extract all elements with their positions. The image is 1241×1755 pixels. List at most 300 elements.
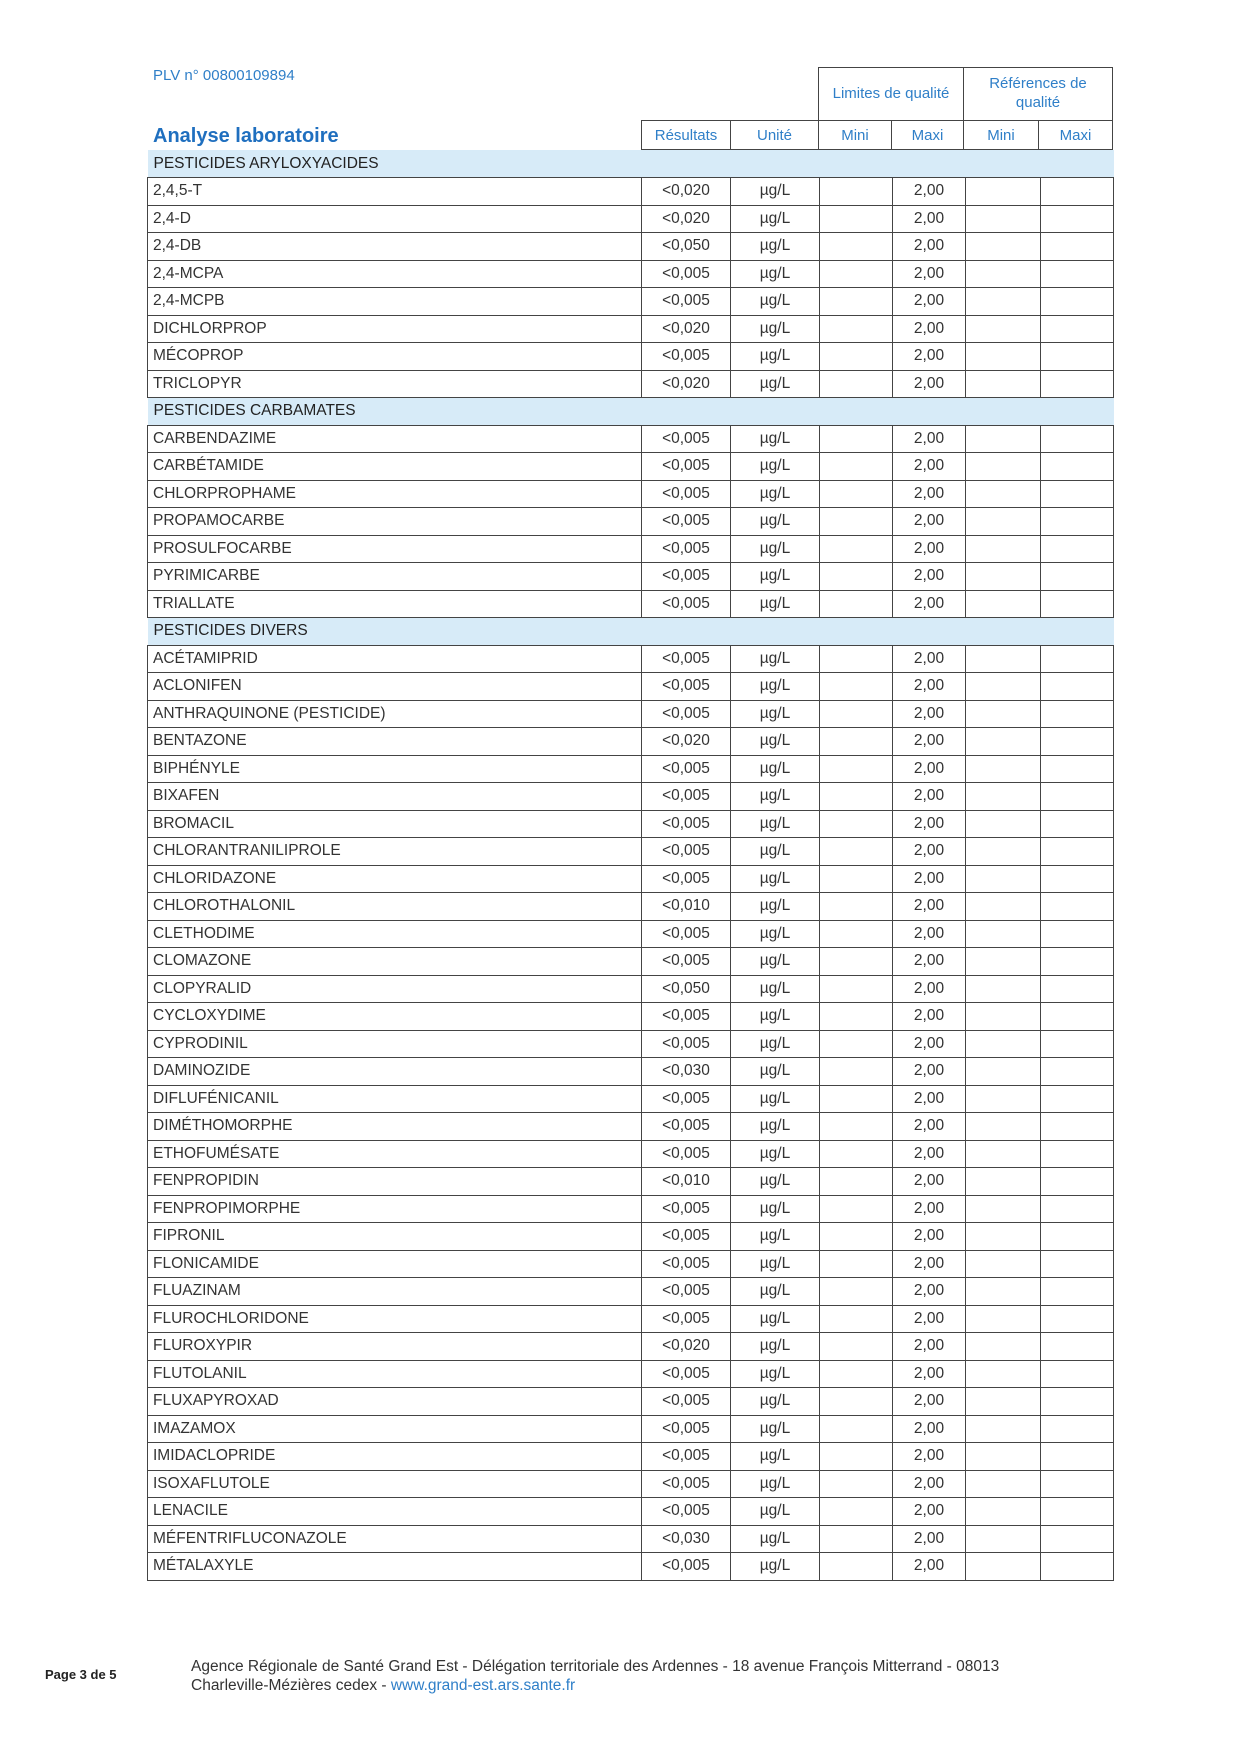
parameter-name: ACLONIFEN: [148, 673, 642, 701]
limit-maxi: 2,00: [893, 453, 966, 481]
limit-mini: [820, 783, 893, 811]
limit-maxi: 2,00: [893, 700, 966, 728]
table-row: [148, 480, 1114, 508]
parameter-name: MÉFENTRIFLUCONAZOLE: [148, 1525, 642, 1553]
limit-maxi: 2,00: [893, 1250, 966, 1278]
reference-mini: [966, 1003, 1041, 1031]
reference-mini: [966, 893, 1041, 921]
parameter-name: ACÉTAMIPRID: [148, 645, 642, 673]
unit: µg/L: [731, 343, 820, 371]
limit-mini: [820, 1415, 893, 1443]
limit-mini: [820, 1498, 893, 1526]
parameter-name: 2,4,5-T: [148, 178, 642, 206]
parameter-name: CYCLOXYDIME: [148, 1003, 642, 1031]
limit-maxi: 2,00: [893, 1388, 966, 1416]
result-value: <0,005: [642, 755, 731, 783]
reference-maxi: [1041, 508, 1114, 536]
result-value: <0,020: [642, 205, 731, 233]
reference-maxi: [1041, 1250, 1114, 1278]
result-value: <0,005: [642, 948, 731, 976]
table-row: [148, 975, 1114, 1003]
limit-mini: [820, 755, 893, 783]
result-value: <0,005: [642, 563, 731, 591]
reference-maxi: [1041, 893, 1114, 921]
parameter-name: CYPRODINIL: [148, 1030, 642, 1058]
unit: µg/L: [731, 288, 820, 316]
reference-maxi: [1041, 453, 1114, 481]
limit-maxi: 2,00: [893, 260, 966, 288]
reference-maxi: [1041, 975, 1114, 1003]
reference-mini: [966, 508, 1041, 536]
unit: µg/L: [731, 1030, 820, 1058]
limit-maxi: 2,00: [893, 1003, 966, 1031]
unit: µg/L: [731, 865, 820, 893]
result-value: <0,005: [642, 783, 731, 811]
footer-address: [191, 1657, 999, 1695]
parameter-name: FLUAZINAM: [148, 1278, 642, 1306]
result-value: <0,005: [642, 645, 731, 673]
unit: µg/L: [731, 315, 820, 343]
reference-mini: [966, 343, 1041, 371]
unit: µg/L: [731, 810, 820, 838]
table-row: [148, 1003, 1114, 1031]
limit-maxi: 2,00: [893, 948, 966, 976]
parameter-name: IMIDACLOPRIDE: [148, 1443, 642, 1471]
table-row: [148, 205, 1114, 233]
parameter-name: FLONICAMIDE: [148, 1250, 642, 1278]
reference-mini: [966, 1140, 1041, 1168]
footer-line-1: Agence Régionale de Santé Grand Est - Délégation territoriale des Ardennes - 18 avenue François Mitterrand - 08013: [191, 1658, 1000, 1675]
section-header: [148, 150, 1114, 178]
parameter-name: PYRIMICARBE: [148, 563, 642, 591]
unit: µg/L: [731, 1525, 820, 1553]
limit-mini: [820, 1223, 893, 1251]
limit-mini: [820, 645, 893, 673]
result-value: <0,005: [642, 1223, 731, 1251]
parameter-name: FLUROXYPIR: [148, 1333, 642, 1361]
limit-mini: [820, 343, 893, 371]
limit-mini: [820, 370, 893, 398]
limit-maxi: 2,00: [893, 590, 966, 618]
reference-maxi: [1041, 1003, 1114, 1031]
result-value: <0,005: [642, 508, 731, 536]
unit: µg/L: [731, 1058, 820, 1086]
unit: µg/L: [731, 1223, 820, 1251]
limit-mini: [820, 1333, 893, 1361]
unit: µg/L: [731, 1140, 820, 1168]
limit-mini: [820, 1443, 893, 1471]
col-references-maxi: Maxi: [1038, 120, 1113, 150]
unit: µg/L: [731, 178, 820, 206]
result-value: <0,020: [642, 315, 731, 343]
results-table: [147, 150, 1114, 1581]
unit: µg/L: [731, 1085, 820, 1113]
reference-mini: [966, 1085, 1041, 1113]
parameter-name: TRICLOPYR: [148, 370, 642, 398]
table-row: [148, 645, 1114, 673]
reference-maxi: [1041, 1443, 1114, 1471]
unit: µg/L: [731, 1278, 820, 1306]
table-row: [148, 1388, 1114, 1416]
reference-mini: [966, 453, 1041, 481]
unit: µg/L: [731, 1168, 820, 1196]
result-value: <0,050: [642, 975, 731, 1003]
reference-maxi: [1041, 425, 1114, 453]
reference-mini: [966, 260, 1041, 288]
reference-maxi: [1041, 178, 1114, 206]
reference-maxi: [1041, 1470, 1114, 1498]
reference-mini: [966, 233, 1041, 261]
limit-maxi: 2,00: [893, 865, 966, 893]
reference-mini: [966, 205, 1041, 233]
result-value: <0,005: [642, 343, 731, 371]
reference-maxi: [1041, 728, 1114, 756]
limit-mini: [820, 728, 893, 756]
unit: µg/L: [731, 893, 820, 921]
reference-mini: [966, 948, 1041, 976]
limit-mini: [820, 865, 893, 893]
result-value: <0,010: [642, 893, 731, 921]
result-value: <0,005: [642, 1360, 731, 1388]
limit-mini: [820, 1168, 893, 1196]
limit-maxi: 2,00: [893, 920, 966, 948]
reference-maxi: [1041, 1085, 1114, 1113]
table-row: [148, 288, 1114, 316]
unit: µg/L: [731, 1443, 820, 1471]
unit: µg/L: [731, 1003, 820, 1031]
limit-maxi: 2,00: [893, 315, 966, 343]
reference-maxi: [1041, 535, 1114, 563]
parameter-name: IMAZAMOX: [148, 1415, 642, 1443]
unit: µg/L: [731, 975, 820, 1003]
limit-maxi: 2,00: [893, 288, 966, 316]
reference-maxi: [1041, 1168, 1114, 1196]
section-title: PESTICIDES DIVERS: [148, 618, 1114, 646]
parameter-name: ETHOFUMÉSATE: [148, 1140, 642, 1168]
reference-mini: [966, 810, 1041, 838]
unit: µg/L: [731, 1360, 820, 1388]
result-value: <0,005: [642, 260, 731, 288]
reference-mini: [966, 838, 1041, 866]
limit-mini: [820, 838, 893, 866]
unit: µg/L: [731, 755, 820, 783]
unit: µg/L: [731, 1195, 820, 1223]
limit-mini: [820, 590, 893, 618]
table-row: [148, 178, 1114, 206]
table-row: [148, 233, 1114, 261]
section-header: [148, 618, 1114, 646]
table-row: [148, 728, 1114, 756]
limit-mini: [820, 178, 893, 206]
limit-maxi: 2,00: [893, 480, 966, 508]
result-value: <0,005: [642, 425, 731, 453]
table-row: [148, 1278, 1114, 1306]
reference-mini: [966, 865, 1041, 893]
parameter-name: ANTHRAQUINONE (PESTICIDE): [148, 700, 642, 728]
unit: µg/L: [731, 783, 820, 811]
table-row: [148, 783, 1114, 811]
reference-mini: [966, 370, 1041, 398]
parameter-name: BIPHÉNYLE: [148, 755, 642, 783]
limit-mini: [820, 563, 893, 591]
unit: µg/L: [731, 535, 820, 563]
table-row: [148, 810, 1114, 838]
table-row: [148, 508, 1114, 536]
page-title: Analyse laboratoire: [153, 125, 339, 147]
limit-mini: [820, 1195, 893, 1223]
table-row: [148, 1525, 1114, 1553]
result-value: <0,005: [642, 480, 731, 508]
result-value: <0,005: [642, 1498, 731, 1526]
table-row: [148, 865, 1114, 893]
reference-mini: [966, 1030, 1041, 1058]
parameter-name: PROPAMOCARBE: [148, 508, 642, 536]
reference-mini: [966, 1250, 1041, 1278]
parameter-name: CARBÉTAMIDE: [148, 453, 642, 481]
table-row: [148, 1195, 1114, 1223]
result-value: <0,005: [642, 1113, 731, 1141]
section-title: PESTICIDES ARYLOXYACIDES: [148, 150, 1114, 178]
parameter-name: 2,4-DB: [148, 233, 642, 261]
parameter-name: BROMACIL: [148, 810, 642, 838]
reference-mini: [966, 425, 1041, 453]
table-row: [148, 1223, 1114, 1251]
limit-maxi: 2,00: [893, 508, 966, 536]
unit: µg/L: [731, 1388, 820, 1416]
parameter-name: DIFLUFÉNICANIL: [148, 1085, 642, 1113]
col-references-mini: Mini: [963, 120, 1039, 150]
reference-mini: [966, 1525, 1041, 1553]
unit: µg/L: [731, 1498, 820, 1526]
reference-mini: [966, 1470, 1041, 1498]
result-value: <0,005: [642, 1140, 731, 1168]
limit-mini: [820, 288, 893, 316]
limit-maxi: 2,00: [893, 1168, 966, 1196]
table-row: [148, 700, 1114, 728]
limit-mini: [820, 1360, 893, 1388]
limit-maxi: 2,00: [893, 645, 966, 673]
result-value: <0,030: [642, 1058, 731, 1086]
reference-maxi: [1041, 1553, 1114, 1581]
reference-maxi: [1041, 1415, 1114, 1443]
unit: µg/L: [731, 453, 820, 481]
limit-maxi: 2,00: [893, 343, 966, 371]
limit-mini: [820, 920, 893, 948]
result-value: <0,005: [642, 1003, 731, 1031]
unit: µg/L: [731, 370, 820, 398]
reference-mini: [966, 480, 1041, 508]
result-value: <0,005: [642, 838, 731, 866]
table-row: [148, 920, 1114, 948]
reference-maxi: [1041, 645, 1114, 673]
col-limites-mini: Mini: [818, 120, 892, 150]
table-row: [148, 1140, 1114, 1168]
result-value: <0,005: [642, 1250, 731, 1278]
website-link[interactable]: www.grand-est.ars.sante.fr: [390, 1677, 576, 1694]
limit-maxi: 2,00: [893, 783, 966, 811]
reference-maxi: [1041, 1360, 1114, 1388]
limit-mini: [820, 673, 893, 701]
table-row: [148, 838, 1114, 866]
result-value: <0,005: [642, 1030, 731, 1058]
reference-maxi: [1041, 948, 1114, 976]
limit-maxi: 2,00: [893, 1553, 966, 1581]
table-row: [148, 673, 1114, 701]
table-row: [148, 1305, 1114, 1333]
reference-mini: [966, 1168, 1041, 1196]
limit-mini: [820, 1278, 893, 1306]
unit: µg/L: [731, 205, 820, 233]
unit: µg/L: [731, 920, 820, 948]
limit-mini: [820, 1305, 893, 1333]
reference-maxi: [1041, 260, 1114, 288]
parameter-name: 2,4-MCPB: [148, 288, 642, 316]
result-value: <0,005: [642, 1415, 731, 1443]
limit-mini: [820, 810, 893, 838]
result-value: <0,005: [642, 1388, 731, 1416]
reference-maxi: [1041, 920, 1114, 948]
limit-maxi: 2,00: [893, 1470, 966, 1498]
reference-mini: [966, 315, 1041, 343]
reference-maxi: [1041, 590, 1114, 618]
limit-mini: [820, 453, 893, 481]
parameter-name: DIMÉTHOMORPHE: [148, 1113, 642, 1141]
parameter-name: CLOMAZONE: [148, 948, 642, 976]
reference-mini: [966, 1498, 1041, 1526]
reference-maxi: [1041, 1113, 1114, 1141]
limit-mini: [820, 1250, 893, 1278]
reference-mini: [966, 673, 1041, 701]
plv-number: PLV n° 00800109894: [153, 67, 295, 84]
limit-maxi: 2,00: [893, 1195, 966, 1223]
unit: µg/L: [731, 838, 820, 866]
reference-mini: [966, 178, 1041, 206]
limit-maxi: 2,00: [893, 838, 966, 866]
limit-maxi: 2,00: [893, 975, 966, 1003]
table-row: [148, 893, 1114, 921]
result-value: <0,005: [642, 1553, 731, 1581]
limit-maxi: 2,00: [893, 178, 966, 206]
section-header: [148, 398, 1114, 426]
result-value: <0,005: [642, 920, 731, 948]
limit-maxi: 2,00: [893, 535, 966, 563]
table-row: [148, 563, 1114, 591]
table-row: [148, 1030, 1114, 1058]
unit: µg/L: [731, 233, 820, 261]
col-unite: Unité: [730, 120, 819, 150]
unit: µg/L: [731, 1250, 820, 1278]
table-row: [148, 1553, 1114, 1581]
parameter-name: CHLORPROPHAME: [148, 480, 642, 508]
limit-maxi: 2,00: [893, 1140, 966, 1168]
reference-maxi: [1041, 810, 1114, 838]
limit-maxi: 2,00: [893, 1085, 966, 1113]
col-resultats: Résultats: [641, 120, 731, 150]
result-value: <0,030: [642, 1525, 731, 1553]
reference-maxi: [1041, 233, 1114, 261]
reference-maxi: [1041, 1305, 1114, 1333]
col-limites-maxi: Maxi: [891, 120, 964, 150]
parameter-name: FENPROPIDIN: [148, 1168, 642, 1196]
reference-maxi: [1041, 1525, 1114, 1553]
parameter-name: BIXAFEN: [148, 783, 642, 811]
reference-mini: [966, 1553, 1041, 1581]
reference-maxi: [1041, 1498, 1114, 1526]
parameter-name: CLETHODIME: [148, 920, 642, 948]
result-value: <0,005: [642, 1278, 731, 1306]
limit-maxi: 2,00: [893, 1525, 966, 1553]
result-value: <0,005: [642, 1085, 731, 1113]
reference-mini: [966, 590, 1041, 618]
reference-mini: [966, 728, 1041, 756]
limit-mini: [820, 1140, 893, 1168]
table-row: [148, 1333, 1114, 1361]
reference-maxi: [1041, 288, 1114, 316]
unit: µg/L: [731, 728, 820, 756]
table-row: [148, 1113, 1114, 1141]
table-row: [148, 535, 1114, 563]
unit: µg/L: [731, 1470, 820, 1498]
reference-maxi: [1041, 700, 1114, 728]
unit: µg/L: [731, 1333, 820, 1361]
parameter-name: DAMINOZIDE: [148, 1058, 642, 1086]
result-value: <0,020: [642, 1333, 731, 1361]
limit-maxi: 2,00: [893, 728, 966, 756]
parameter-name: TRIALLATE: [148, 590, 642, 618]
unit: µg/L: [731, 590, 820, 618]
limit-maxi: 2,00: [893, 1305, 966, 1333]
unit: µg/L: [731, 1305, 820, 1333]
reference-maxi: [1041, 783, 1114, 811]
reference-mini: [966, 1388, 1041, 1416]
parameter-name: MÉCOPROP: [148, 343, 642, 371]
limit-maxi: 2,00: [893, 1030, 966, 1058]
reference-maxi: [1041, 1030, 1114, 1058]
unit: µg/L: [731, 1415, 820, 1443]
reference-mini: [966, 1278, 1041, 1306]
reference-mini: [966, 1333, 1041, 1361]
parameter-name: FLUTOLANIL: [148, 1360, 642, 1388]
limit-mini: [820, 1470, 893, 1498]
table-row: [148, 755, 1114, 783]
reference-mini: [966, 783, 1041, 811]
limit-mini: [820, 425, 893, 453]
result-value: <0,005: [642, 865, 731, 893]
reference-mini: [966, 1443, 1041, 1471]
parameter-name: FLUXAPYROXAD: [148, 1388, 642, 1416]
reference-mini: [966, 1113, 1041, 1141]
reference-mini: [966, 535, 1041, 563]
result-value: <0,010: [642, 1168, 731, 1196]
reference-mini: [966, 1195, 1041, 1223]
limit-mini: [820, 948, 893, 976]
reference-maxi: [1041, 315, 1114, 343]
footer-city: Charleville-Mézières cedex -: [191, 1677, 391, 1694]
parameter-name: ISOXAFLUTOLE: [148, 1470, 642, 1498]
reference-maxi: [1041, 865, 1114, 893]
reference-maxi: [1041, 1278, 1114, 1306]
limit-maxi: 2,00: [893, 233, 966, 261]
table-row: [148, 343, 1114, 371]
unit: µg/L: [731, 508, 820, 536]
parameter-name: FIPRONIL: [148, 1223, 642, 1251]
reference-maxi: [1041, 1388, 1114, 1416]
table-row: [148, 1443, 1114, 1471]
section-title: PESTICIDES CARBAMATES: [148, 398, 1114, 426]
reference-maxi: [1041, 1333, 1114, 1361]
limit-mini: [820, 480, 893, 508]
reference-maxi: [1041, 480, 1114, 508]
